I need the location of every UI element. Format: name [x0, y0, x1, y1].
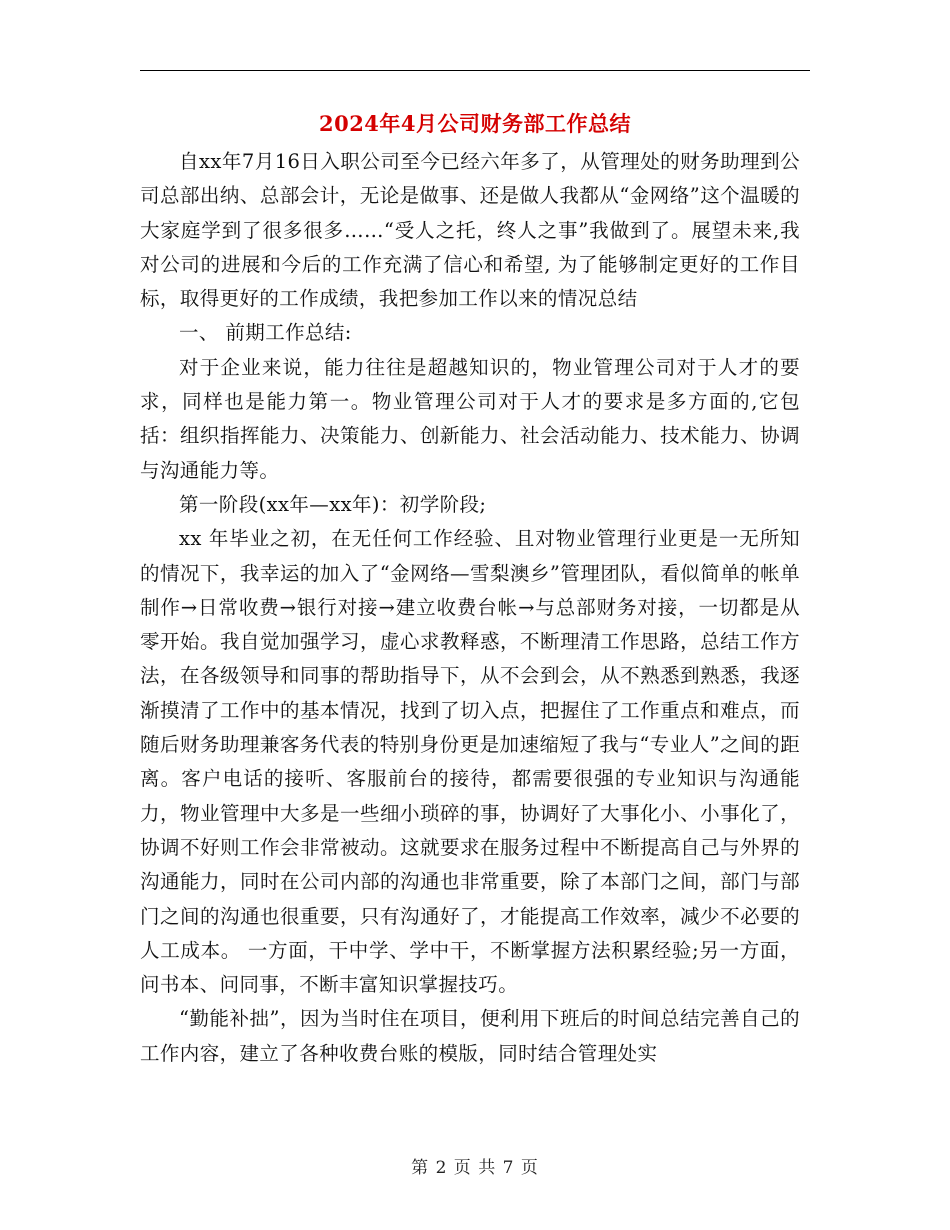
paragraph-stage-one: xx 年毕业之初，在无任何工作经验、且对物业管理行业更是一无所知的情况下，我幸运的加入了“金网络—雪梨澳乡”管理团队，看似简单的帐单制作→日常收费→银行对接→建立收费台帐→与总部财务对接，一切都是从零开始。我自觉加强学习，虚心求教释惑，不断理清工作思路，总结工作方法，在各级领导和同事的帮助指导下，从不会到会，从不熟悉到熟悉，我逐渐摸清了工作中的基本情况，找到了切入点，把握住了工作重点和难点，而随后财务助理兼客务代表的特别身份更是加速缩短了我与“专业人”之间的距离。客户电话的接听、客服前台的接待，都需要很强的专业知识与沟通能力，物业管理中大多是一些细小琐碎的事，协调好了大事化小、小事化了，协调不好则工作会非常被动。这就要求在服务过程中不断提高自己与外界的沟通能力，同时在公司内部的沟通也非常重要，除了本部门之间，部门与部门之间的沟通也很重要，只有沟通好了，才能提高工作效率，减少不必要的人工成本。 一方面，干中学、学中干，不断掌握方法积累经验;另一方面，问书本、问同事，不断丰富知识掌握技巧。	[140, 527, 800, 997]
document-title: 2024年4月公司财务部工作总结	[318, 111, 632, 136]
paragraph-abilities: 对于企业来说，能力往往是超越知识的，物业管理公司对于人才的要求，同样也是能力第一。物业管理公司对于人才的要求是多方面的,它包括：组织指挥能力、决策能力、创新能力、社会活动能力、技术能力、协调与沟通能力等。	[140, 355, 800, 482]
section-heading: 一、 前期工作总结:	[179, 321, 352, 345]
paragraph-diligence: “勤能补拙”，因为当时住在项目，便利用下班后的时间总结完善自己的工作内容，建立了各种收费台账的模版，同时结合管理处实	[140, 1007, 800, 1065]
header-rule	[140, 70, 810, 71]
document-body	[140, 145, 800, 1071]
stage-heading: 第一阶段(xx年—xx年)：初学阶段;	[179, 492, 487, 516]
page-number-footer: 第 2 页 共 7 页	[411, 1158, 539, 1178]
paragraph-intro: 自xx年7月16日入职公司至今已经六年多了，从管理处的财务助理到公司总部出纳、总部会计，无论是做事、还是做人我都从“金网络”这个温暖的大家庭学到了很多很多……“受人之托，终人之事”我做到了。展望未来,我对公司的进展和今后的工作充满了信心和希望, 为了能够制定更好的工作目标，取得更好的工作成绩，我把参加工作以来的情况总结	[140, 150, 800, 311]
